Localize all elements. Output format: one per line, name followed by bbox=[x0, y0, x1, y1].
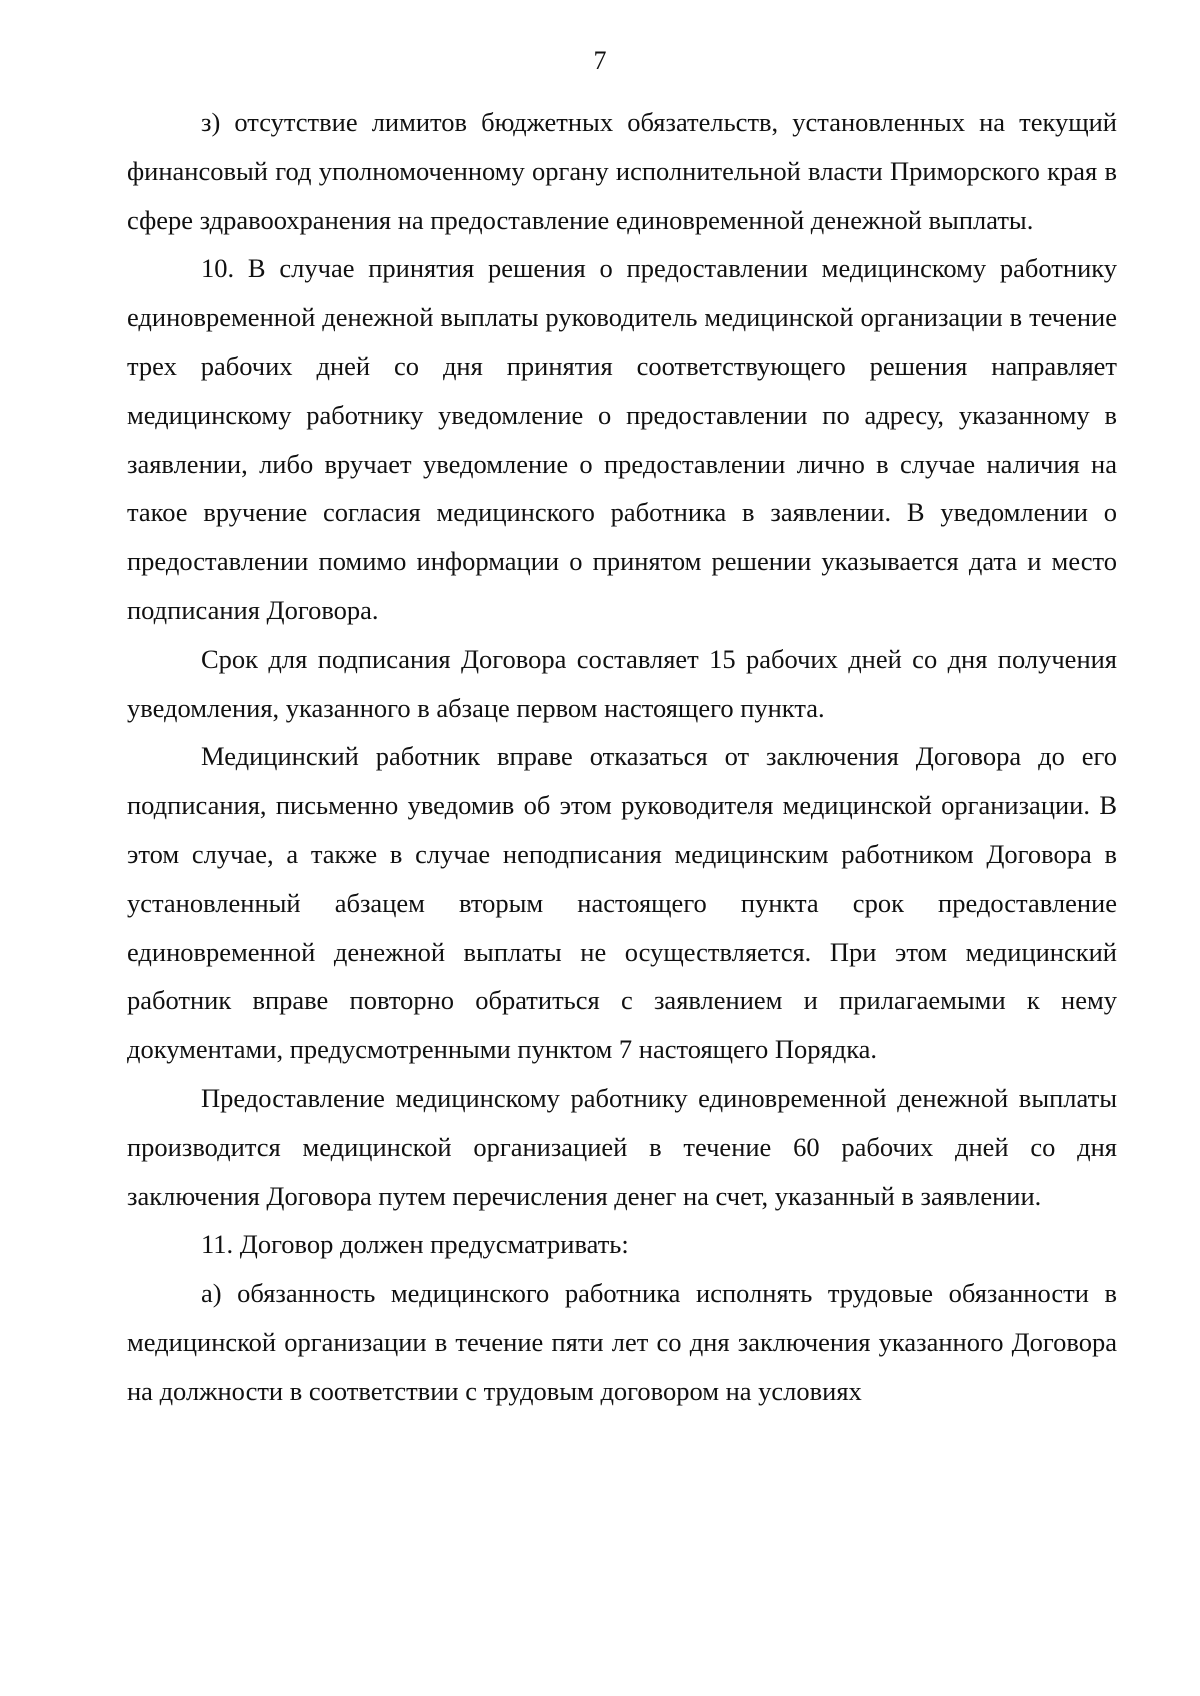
paragraph-budget-limits: з) отсутствие лимитов бюджетных обязательств, установленных на текущий финансовый год уполномоченному органу исполнительной власти Приморского края в сфере здравоохранения на предоставление единовременной денежной выплаты. bbox=[127, 107, 1117, 235]
document-body bbox=[127, 98, 1117, 1416]
paragraph-item-11a: а) обязанность медицинского работника исполнять трудовые обязанности в медицинской организации в течение пяти лет со дня заключения указанного Договора на должности в соответствии с трудовым договором на условиях bbox=[127, 1278, 1117, 1406]
paragraph-payment: Предоставление медицинскому работнику единовременной денежной выплаты производится медицинской организацией в течение 60 рабочих дней со дня заключения Договора путем перечисления денег на счет, указанный в заявлении. bbox=[127, 1082, 1117, 1211]
paragraph-refusal: Медицинский работник вправе отказаться от заключения Договора до его подписания, письменно уведомив об этом руководителя медицинской организации. В этом случае, а также в случае неподписания медицинским работником Договора в установленный абзацем вторым настоящего пункта срок предоставление единовременной денежной выплаты не осуществляется. При этом медицинский работник вправе повторно обратиться с заявлением и прилагаемыми к нему документами, предусмотренными пунктом 7 настоящего Порядка. bbox=[127, 741, 1117, 1065]
page-number: 7 bbox=[593, 46, 607, 75]
paragraph-item-10: 10. В случае принятия решения о предоставлении медицинскому работнику единовременной денежной выплаты руководитель медицинской организации в течение трех рабочих дней со дня принятия соответствующего решения направляет медицинскому работнику уведомление о предоставлении по адресу, указанному в заявлении, либо вручает уведомление о предоставлении лично в случае наличия на такое вручение согласия медицинского работника в заявлении. В уведомлении о предоставлении помимо информации о принятом решении указывается дата и место подписания Договора. bbox=[127, 253, 1117, 625]
paragraph-item-11: 11. Договор должен предусматривать: bbox=[201, 1229, 629, 1260]
paragraph-signing-term: Срок для подписания Договора составляет 15 рабочих дней со дня получения уведомления, указанного в абзаце первом настоящего пункта. bbox=[127, 643, 1117, 723]
